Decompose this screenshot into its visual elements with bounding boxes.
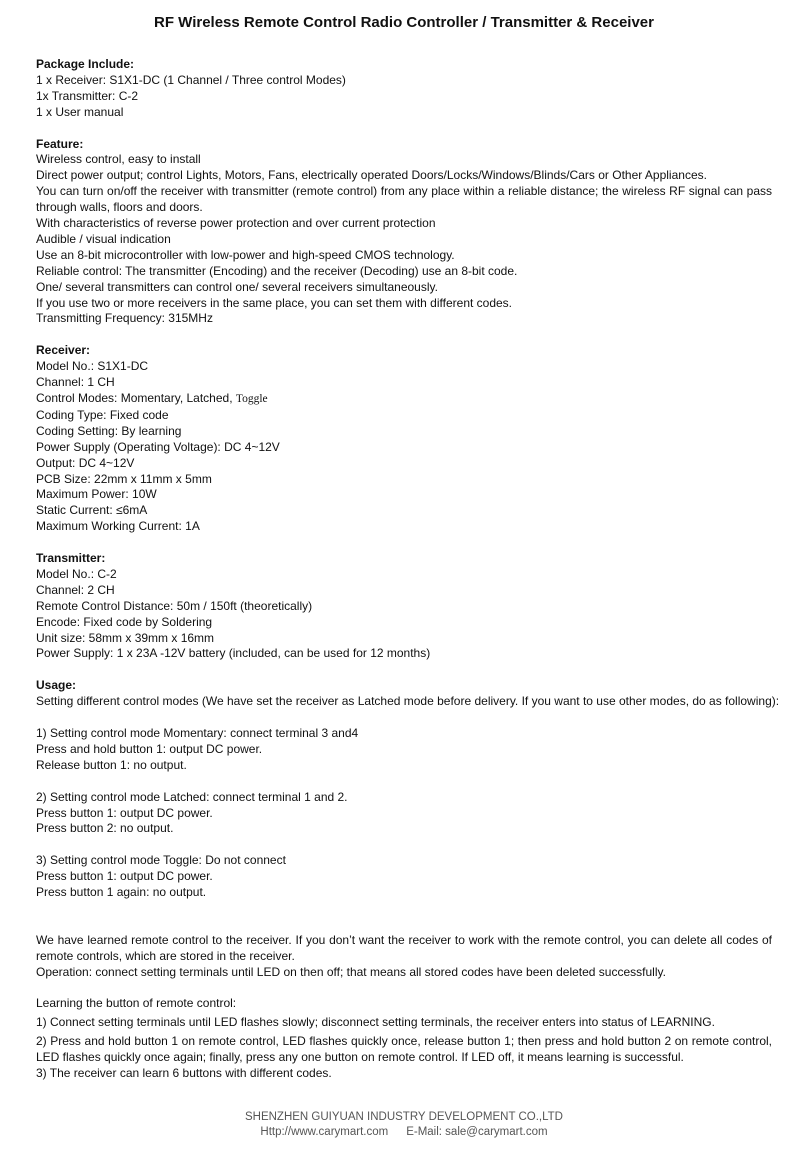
- latched-line: Press button 2: no output.: [36, 821, 174, 836]
- momentary-line: 1) Setting control mode Momentary: connect terminal 3 and4: [36, 725, 359, 740]
- receiver-coding-type: Coding Type: Fixed code: [36, 407, 169, 422]
- feature-line: You can turn on/off the receiver with transmitter (remote control) from any place within a reliable distance; the wireless RF signal can pass through walls, floors and doors.: [36, 184, 772, 215]
- feature-line: Use an 8-bit microcontroller with low-power and high-speed CMOS technology.: [36, 247, 455, 262]
- receiver-max-power: Maximum Power: 10W: [36, 487, 157, 502]
- feature-line: Audible / visual indication: [36, 231, 171, 246]
- delete-codes-operation: Operation: connect setting terminals until LED on then off; that means all stored codes have been deleted successfully.: [36, 964, 666, 979]
- feature-heading: Feature:: [36, 136, 84, 151]
- usage-intro: Setting different control modes (We have set the receiver as Latched mode before delivery. If you want to use other modes, do as following):: [36, 694, 780, 709]
- transmitter-heading: Transmitter:: [36, 551, 106, 566]
- receiver-control-modes: [36, 391, 772, 408]
- usage-section: [36, 678, 780, 901]
- receiver-model: Model No.: S1X1-DC: [36, 359, 149, 374]
- footer-company: SHENZHEN GUIYUAN INDUSTRY DEVELOPMENT CO.,LTD: [244, 1111, 563, 1123]
- learning-step: 1) Connect setting terminals until LED flashes slowly; disconnect setting terminals, the receiver enters into status of LEARNING.: [36, 1015, 715, 1030]
- momentary-line: Press and hold button 1: output DC power.: [36, 741, 263, 756]
- receiver-coding-setting: Coding Setting: By learning: [36, 423, 182, 438]
- receiver-power-supply: Power Supply (Operating Voltage): DC 4~12V: [36, 439, 280, 454]
- delete-codes-paragraph: We have learned remote control to the receiver. If you don’t want the receiver to work with the remote control, you can delete all codes of remote controls, which are stored in the receiver.: [36, 932, 772, 963]
- receiver-heading: Receiver:: [36, 343, 91, 358]
- receiver-output: Output: DC 4~12V: [36, 455, 135, 470]
- delete-codes-section: [36, 933, 772, 981]
- toggle-line: 3) Setting control mode Toggle: Do not connect: [36, 853, 286, 868]
- learning-step: 3) The receiver can learn 6 buttons with different codes.: [36, 1065, 332, 1080]
- transmitter-section: [36, 551, 772, 662]
- feature-line: Wireless control, easy to install: [36, 152, 201, 167]
- feature-line: One/ several transmitters can control one/ several receivers simultaneously.: [36, 279, 438, 294]
- receiver-section: [36, 343, 772, 535]
- feature-line: Transmitting Frequency: 315MHz: [36, 311, 213, 326]
- transmitter-line: Power Supply: 1 x 23A -12V battery (included, can be used for 12 months): [36, 646, 431, 661]
- footer-email: E-Mail: sale@carymart.com: [406, 1125, 548, 1138]
- receiver-pcb-size: PCB Size: 22mm x 11mm x 5mm: [36, 471, 212, 486]
- transmitter-line: Remote Control Distance: 50m / 150ft (theoretically): [36, 598, 313, 613]
- package-item: 1x Transmitter: C-2: [36, 88, 139, 103]
- latched-line: 2) Setting control mode Latched: connect terminal 1 and 2.: [36, 789, 348, 804]
- control-modes-prefix: Control Modes: Momentary, Latched,: [36, 391, 236, 405]
- document-body: [36, 57, 780, 1082]
- learning-step: 2) Press and hold button 1 on remote control, LED flashes quickly once, release button 1; then press and hold button 2 on remote control, LED flashes quickly once again; finally, press any one button on remote control. If LED off, it means learning is successful.: [36, 1034, 772, 1065]
- package-heading: Package Include:: [36, 57, 135, 71]
- footer-contact: [0, 1125, 808, 1140]
- receiver-max-current: Maximum Working Current: 1A: [36, 519, 200, 534]
- transmitter-line: Channel: 2 CH: [36, 582, 115, 597]
- control-mode-toggle: Toggle: [235, 393, 268, 405]
- toggle-line: Press button 1 again: no output.: [36, 885, 207, 900]
- transmitter-line: Unit size: 58mm x 39mm x 16mm: [36, 630, 215, 645]
- toggle-line: Press button 1: output DC power.: [36, 869, 213, 884]
- receiver-channel: Channel: 1 CH: [36, 375, 115, 390]
- latched-line: Press button 1: output DC power.: [36, 805, 213, 820]
- feature-line: With characteristics of reverse power protection and over current protection: [36, 216, 436, 231]
- usage-heading: Usage:: [36, 678, 77, 693]
- package-section: [36, 57, 772, 121]
- footer-website: Http://www.carymart.com: [260, 1125, 389, 1138]
- learning-heading: Learning the button of remote control:: [36, 996, 237, 1011]
- page-title: RF Wireless Remote Control Radio Controller / Transmitter & Receiver: [154, 14, 654, 31]
- feature-line: Direct power output; control Lights, Motors, Fans, electrically operated Doors/Locks/Windows/Blinds/Cars or Other Appliances.: [36, 168, 707, 183]
- learning-section: [36, 996, 772, 1082]
- momentary-line: Release button 1: no output.: [36, 757, 187, 772]
- feature-line: If you use two or more receivers in the same place, you can set them with different codes.: [36, 295, 513, 310]
- receiver-static-current: Static Current: ≤6mA: [36, 503, 148, 518]
- transmitter-line: Encode: Fixed code by Soldering: [36, 614, 213, 629]
- feature-section: [36, 137, 772, 328]
- feature-line: Reliable control: The transmitter (Encoding) and the receiver (Decoding) use an 8-bit code.: [36, 263, 518, 278]
- transmitter-line: Model No.: C-2: [36, 566, 117, 581]
- page-footer: [0, 1110, 808, 1139]
- package-item: 1 x User manual: [36, 104, 124, 119]
- package-item: 1 x Receiver: S1X1-DC (1 Channel / Three control Modes): [36, 72, 346, 87]
